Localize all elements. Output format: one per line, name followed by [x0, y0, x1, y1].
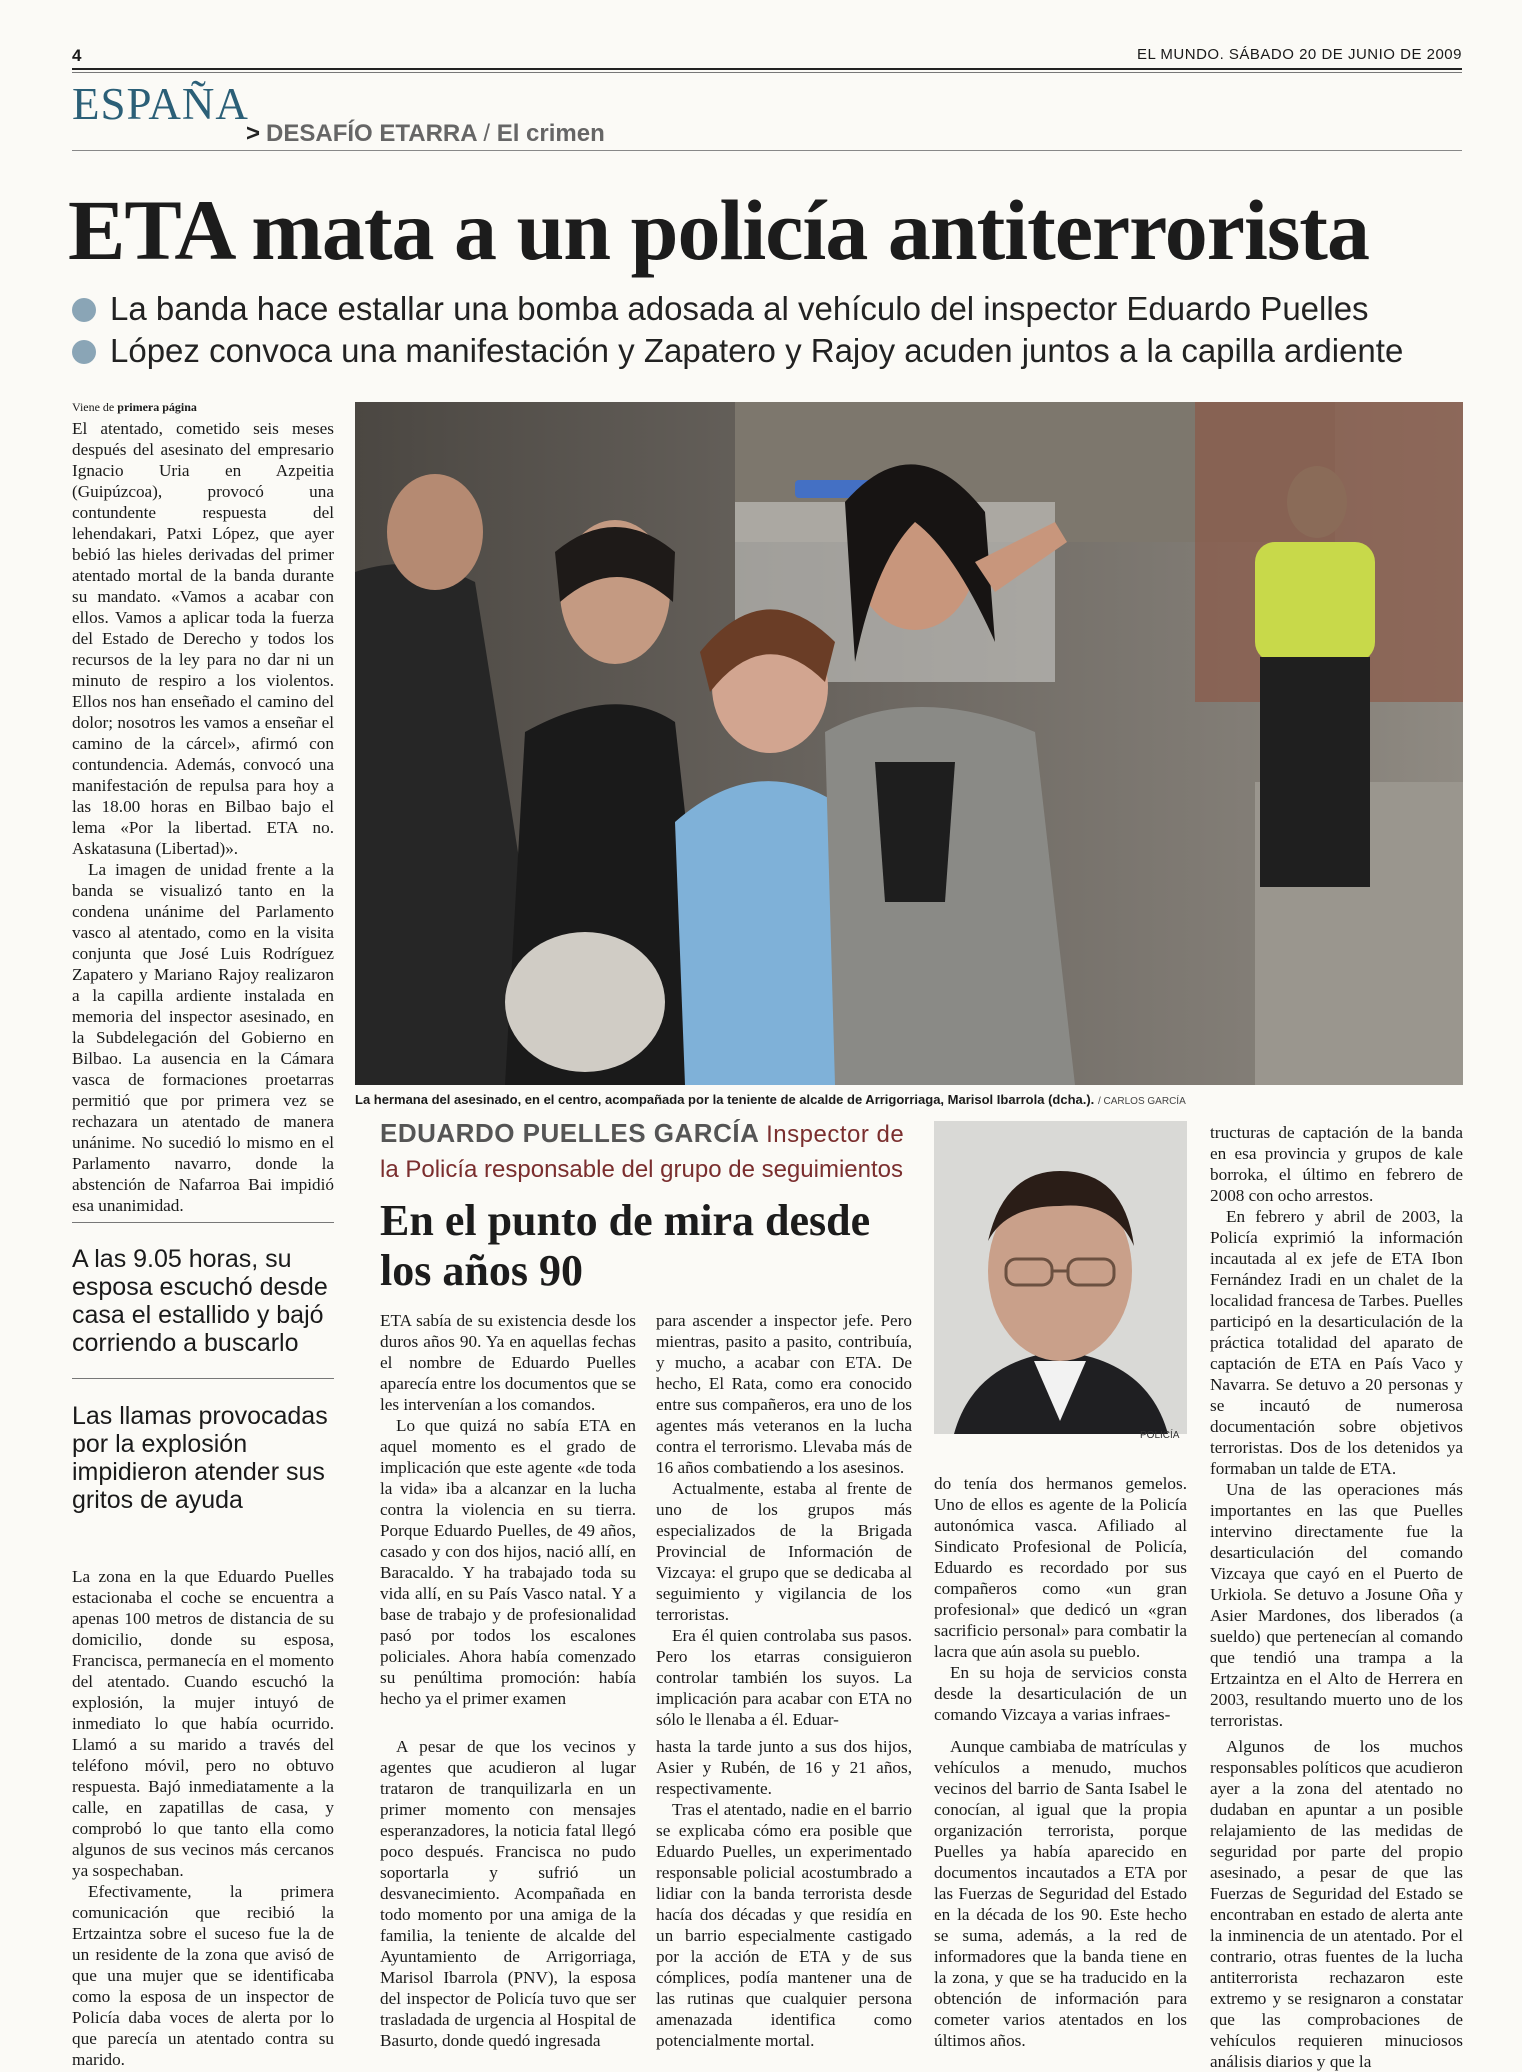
subsection-label: DESAFÍO ETARRA	[266, 120, 477, 147]
lead-paragraph: La imagen de unidad frente a la banda se visualizó tanto en la condena unánime del Parlamento vasco al atentado, como en la visita conjunta que José Luis Rodríguez Zapatero y Mariano Rajoy realizaron a la capilla ardiente instalada en memoria del inspector asesinado, en la Subdelegación del Gobierno en Bilbao. La ausencia en la Cámara vasca de formaciones proetarras permitió que por primera vez se rechazara un atentado de manera unánime. No sucedió lo mismo en el Parlamento navarro, donde la abstención de Nafarroa Bai impidió esa unanimidad.	[72, 860, 334, 1215]
profile-column-3	[934, 1473, 1187, 1725]
portrait-credit: POLICÍA	[1140, 1430, 1180, 1441]
subsection-topic: El crimen	[496, 120, 605, 147]
lead-paragraph: El atentado, cometido seis meses después del asesinato del empresario Ignacio Uria en Azpeitia (Guipúzcoa), provocó una contundente respuesta del lehendakari, Patxi López, que ayer bebió las hieles derivadas del primer atentado mortal de la banda durante su mandato. «Vamos a acabar con ellos. Vamos a aplicar toda la fuerza del Estado de Derecho y todos los recursos de la ley para no dar ni un minuto de respiro a los violentos. Ellos nos han enseñado el camino del dolor; nosotros les vamos a enseñar el camino de la cárcel», afirmó con contundencia. Además, convocó una manifestación de repulsa para hoy a las 18.00 horas en Bilbao bajo el lema «Por la libertad. ETA no. Askatasuna (Libertad)».	[72, 419, 334, 858]
bottom-column-3	[656, 1736, 912, 2051]
pullquote-2: Las llamas provocadas por la explosión impidieron atender sus gritos de ayuda	[72, 1402, 328, 1514]
body-paragraph: En febrero y abril de 2003, la Policía exprimió la información incautada al ex jefe de ETA Ibon Fernández Iradi en un chalet de la localidad francesa de Tarbes. Puelles participó en la desarticulación de la práctica totalidad del aparato de captación de ETA en País Vaco y Navarra. Se detuvo a 20 personas y se incautó de numerosa documentación sobre objetivos terroristas. Dos de los detenidos ya formaban un talde de ETA.	[1210, 1207, 1463, 1478]
profile-name: EDUARDO PUELLES GARCÍA Inspector de	[380, 1118, 905, 1148]
body-paragraph: para ascender a inspector jefe. Pero mientras, pasito a pasito, contribuía, y mucho, a acabar con ETA. De hecho, El Rata, como era conocido entre sus compañeros, era uno de los agentes más veteranos en la lucha contra el terrorismo. Llevaba más de 16 años combatiendo a los asesinos.	[656, 1311, 912, 1477]
body-paragraph: La zona en la que Eduardo Puelles estacionaba el coche se encuentra a apenas 100 metros de distancia de su domicilio, donde su esposa, Francisca, permanecía en el momento del atentado. Cuando escuchó la explosión, la mujer intuyó de inmediato lo que había ocurrido. Llamó a su marido a través del teléfono móvil, pero no obtuvo respuesta. Bajó inmediatamente a la calle, en zapatillas de casa, y comprobó lo que tanto ella como algunos de sus vecinos más cercanos ya sospechaban.	[72, 1567, 334, 1880]
deck-line-2: López convoca una manifestación y Zapatero y Rajoy acuden juntos a la capilla ardiente	[72, 332, 1403, 370]
body-paragraph: tructuras de captación de la banda en esa provincia y grupos de kale borroka, el último en febrero de 2008 con ocho arrestos.	[1210, 1123, 1463, 1205]
body-paragraph: Efectivamente, la primera comunicación que recibió la Ertzaintza sobre el suceso fue la de un residente de la zona que avisó de que una mujer que se identificaba como la esposa de un inspector de Policía daba voces de alerta por lo que parecía un atentado contra su marido.	[72, 1882, 334, 2069]
subsection-arrow: >	[246, 120, 261, 147]
portrait-illustration	[934, 1121, 1187, 1434]
left-bottom-column	[72, 1566, 334, 2070]
subsection-separator: /	[483, 120, 491, 147]
body-paragraph: Lo que quizá no sabía ETA en aquel momento es el grado de implicación que este agente «de toda la vida» iba a alcanzar en la lucha contra la violencia en su tierra. Porque Eduardo Puelles, de 49 años, casado y con dos hijos, nació allí, en Baracaldo. Y ha trabajado toda su vida allí, en su País Vasco natal. Y a base de trabajo y de profesionalidad pasó por todos los escalones policiales. Ahora había comenzado su penúltima promoción: había hecho ya el primer examen	[380, 1416, 636, 1708]
body-paragraph: A pesar de que los vecinos y agentes que acudieron al lugar trataron de tranquilizarla en un primer momento con mensajes esperanzadores, la noticia fatal llegó poco después. Francisca no pudo soportarla y sufrió un desvanecimiento. Acompañada en todo momento por una amiga de la familia, la teniente de alcalde del Ayuntamiento de Arrigorriaga, Marisol Ibarrola (PNV), la esposa del inspector de Policía tuvo que ser trasladada de urgencia al Hospital de Basurto, donde quedó ingresada	[380, 1737, 636, 2050]
bullet-icon	[72, 298, 96, 322]
body-paragraph: Una de las operaciones más importantes en las que Puelles intervino directamente fue la desarticulación del comando Vizcaya que cayó en el Puerto de Urkiola. Se detuvo a Josune Oña y Asier Mardones, dos liberados (a sueldo) que pertenecían al comando que tendió una trampa a la Ertzaintza en el Alto de Herrera en 2003, resultando muerto uno de los terroristas.	[1210, 1480, 1463, 1730]
body-paragraph: do tenía dos hermanos gemelos. Uno de ellos es agente de la Policía autonómica vasca. Afiliado al Sindicato Profesional de Policía, Eduardo es recordado por sus compañeros como «un gran profesional» que dedicó un «gran sacrificio personal» para combatir la lacra que aún asola su pueblo.	[934, 1474, 1187, 1661]
bullet-icon	[72, 340, 96, 364]
profile-headline: En el punto de mira desde los años 90	[380, 1196, 871, 1295]
bottom-column-2	[380, 1736, 636, 2051]
main-photo-illustration	[355, 402, 1463, 1085]
pullquote-rule	[72, 1222, 334, 1223]
section-title: ESPAÑA	[72, 79, 249, 129]
header-rule	[72, 150, 1462, 151]
body-paragraph: ETA sabía de su existencia desde los duros años 90. Ya en aquellas fechas el nombre de Eduardo Puelles aparecía entre los documentos que se les intervenían a los comandos.	[380, 1311, 636, 1414]
profile-column-4	[1210, 1122, 1463, 1731]
profile-column-2	[656, 1310, 912, 1730]
body-paragraph: Actualmente, estaba al frente de uno de los grupos más especializados de la Brigada Provincial de Información de Vizcaya: el grupo que se dedicaba al seguimiento y vigilancia de los terroristas.	[656, 1479, 912, 1624]
body-paragraph: En su hoja de servicios consta desde la desarticulación de un comando Vizcaya a varias infraes-	[934, 1663, 1187, 1724]
body-paragraph: hasta la tarde junto a sus dos hijos, Asier y Rubén, de 16 y 21 años, respectivamente.	[656, 1737, 912, 1798]
body-paragraph: Algunos de los muchos responsables políticos que acudieron ayer a la zona del atentado no dudaban en apuntar a un posible relajamiento de las medidas de seguridad por parte del propio asesinado, a pesar de que las Fuerzas de Seguridad del Estado se encontraban en estado de alerta ante la inminencia de un atentado. Por el contrario, otras fuentes de la lucha antiterrorista rechazaron este extremo y se resignaron a constatar que las comprobaciones de vehículos requieren minuciosos análisis diarios y que la	[1210, 1737, 1463, 2071]
folio: EL MUNDO. SÁBADO 20 DE JUNIO DE 2009	[1136, 46, 1462, 63]
top-rule-thin	[72, 72, 1462, 73]
pullquote-1: A las 9.05 horas, su esposa escuchó desde casa el estallido y bajó corriendo a buscarlo	[72, 1245, 328, 1357]
body-paragraph: Era él quien controlaba sus pasos. Pero los etarras consiguieron controlar también los suyos. La implicación para acabar con ETA no sólo le llenaba a él. Eduar-	[656, 1626, 912, 1729]
deck-line-1: La banda hace estallar una bomba adosada al vehículo del inspector Eduardo Puelles	[72, 290, 1369, 328]
main-photo	[355, 402, 1463, 1085]
continued-from: Viene de primera página	[72, 400, 197, 414]
headline: ETA mata a un policía antiterrorista	[68, 182, 1369, 278]
photo-caption: La hermana del asesinado, en el centro, acompañada por la teniente de alcalde de Arrigorriaga, Marisol Ibarrola (dcha.). / CARLOS GARCÍA	[355, 1092, 1186, 1107]
profile-column-1	[380, 1310, 636, 1709]
portrait-photo	[934, 1121, 1187, 1434]
body-paragraph: Tras el atentado, nadie en el barrio se explicaba cómo era posible que Eduardo Puelles, un experimentado responsable policial acostumbrado a lidiar con la banda terrorista desde hacía dos décadas y que residía en un barrio especialmente castigado por la acción de ETA y de sus cómplices, podía mantener una de las rutinas que cualquier persona amenazada identifica como potencialmente mortal.	[656, 1800, 912, 2050]
pullquote-rule	[72, 1378, 334, 1379]
body-paragraph: Aunque cambiaba de matrículas y vehículos a menudo, muchos vecinos del barrio de Santa Isabel le conocían, al igual que la propia organización terrorista, porque Puelles ya había aparecido en documentos incautados a ETA por las Fuerzas de Seguridad del Estado en la década de los 90. Este hecho se suma, además, a la red de informadores que la banda tiene en la zona, y que se ha traducido en la obtención de información para cometer varios atentados en los últimos años.	[934, 1737, 1187, 2050]
photo-credit: / CARLOS GARCÍA	[1097, 1096, 1186, 1107]
lead-column	[72, 418, 334, 1216]
subsection	[246, 120, 605, 148]
profile-role: Inspector de	[766, 1121, 905, 1148]
profile-role-line-2: la Policía responsable del grupo de seguimientos	[380, 1156, 903, 1183]
page-number: 4	[72, 46, 82, 65]
bottom-column-5	[1210, 1736, 1463, 2072]
top-rule	[72, 68, 1462, 70]
bottom-column-4	[934, 1736, 1187, 2051]
